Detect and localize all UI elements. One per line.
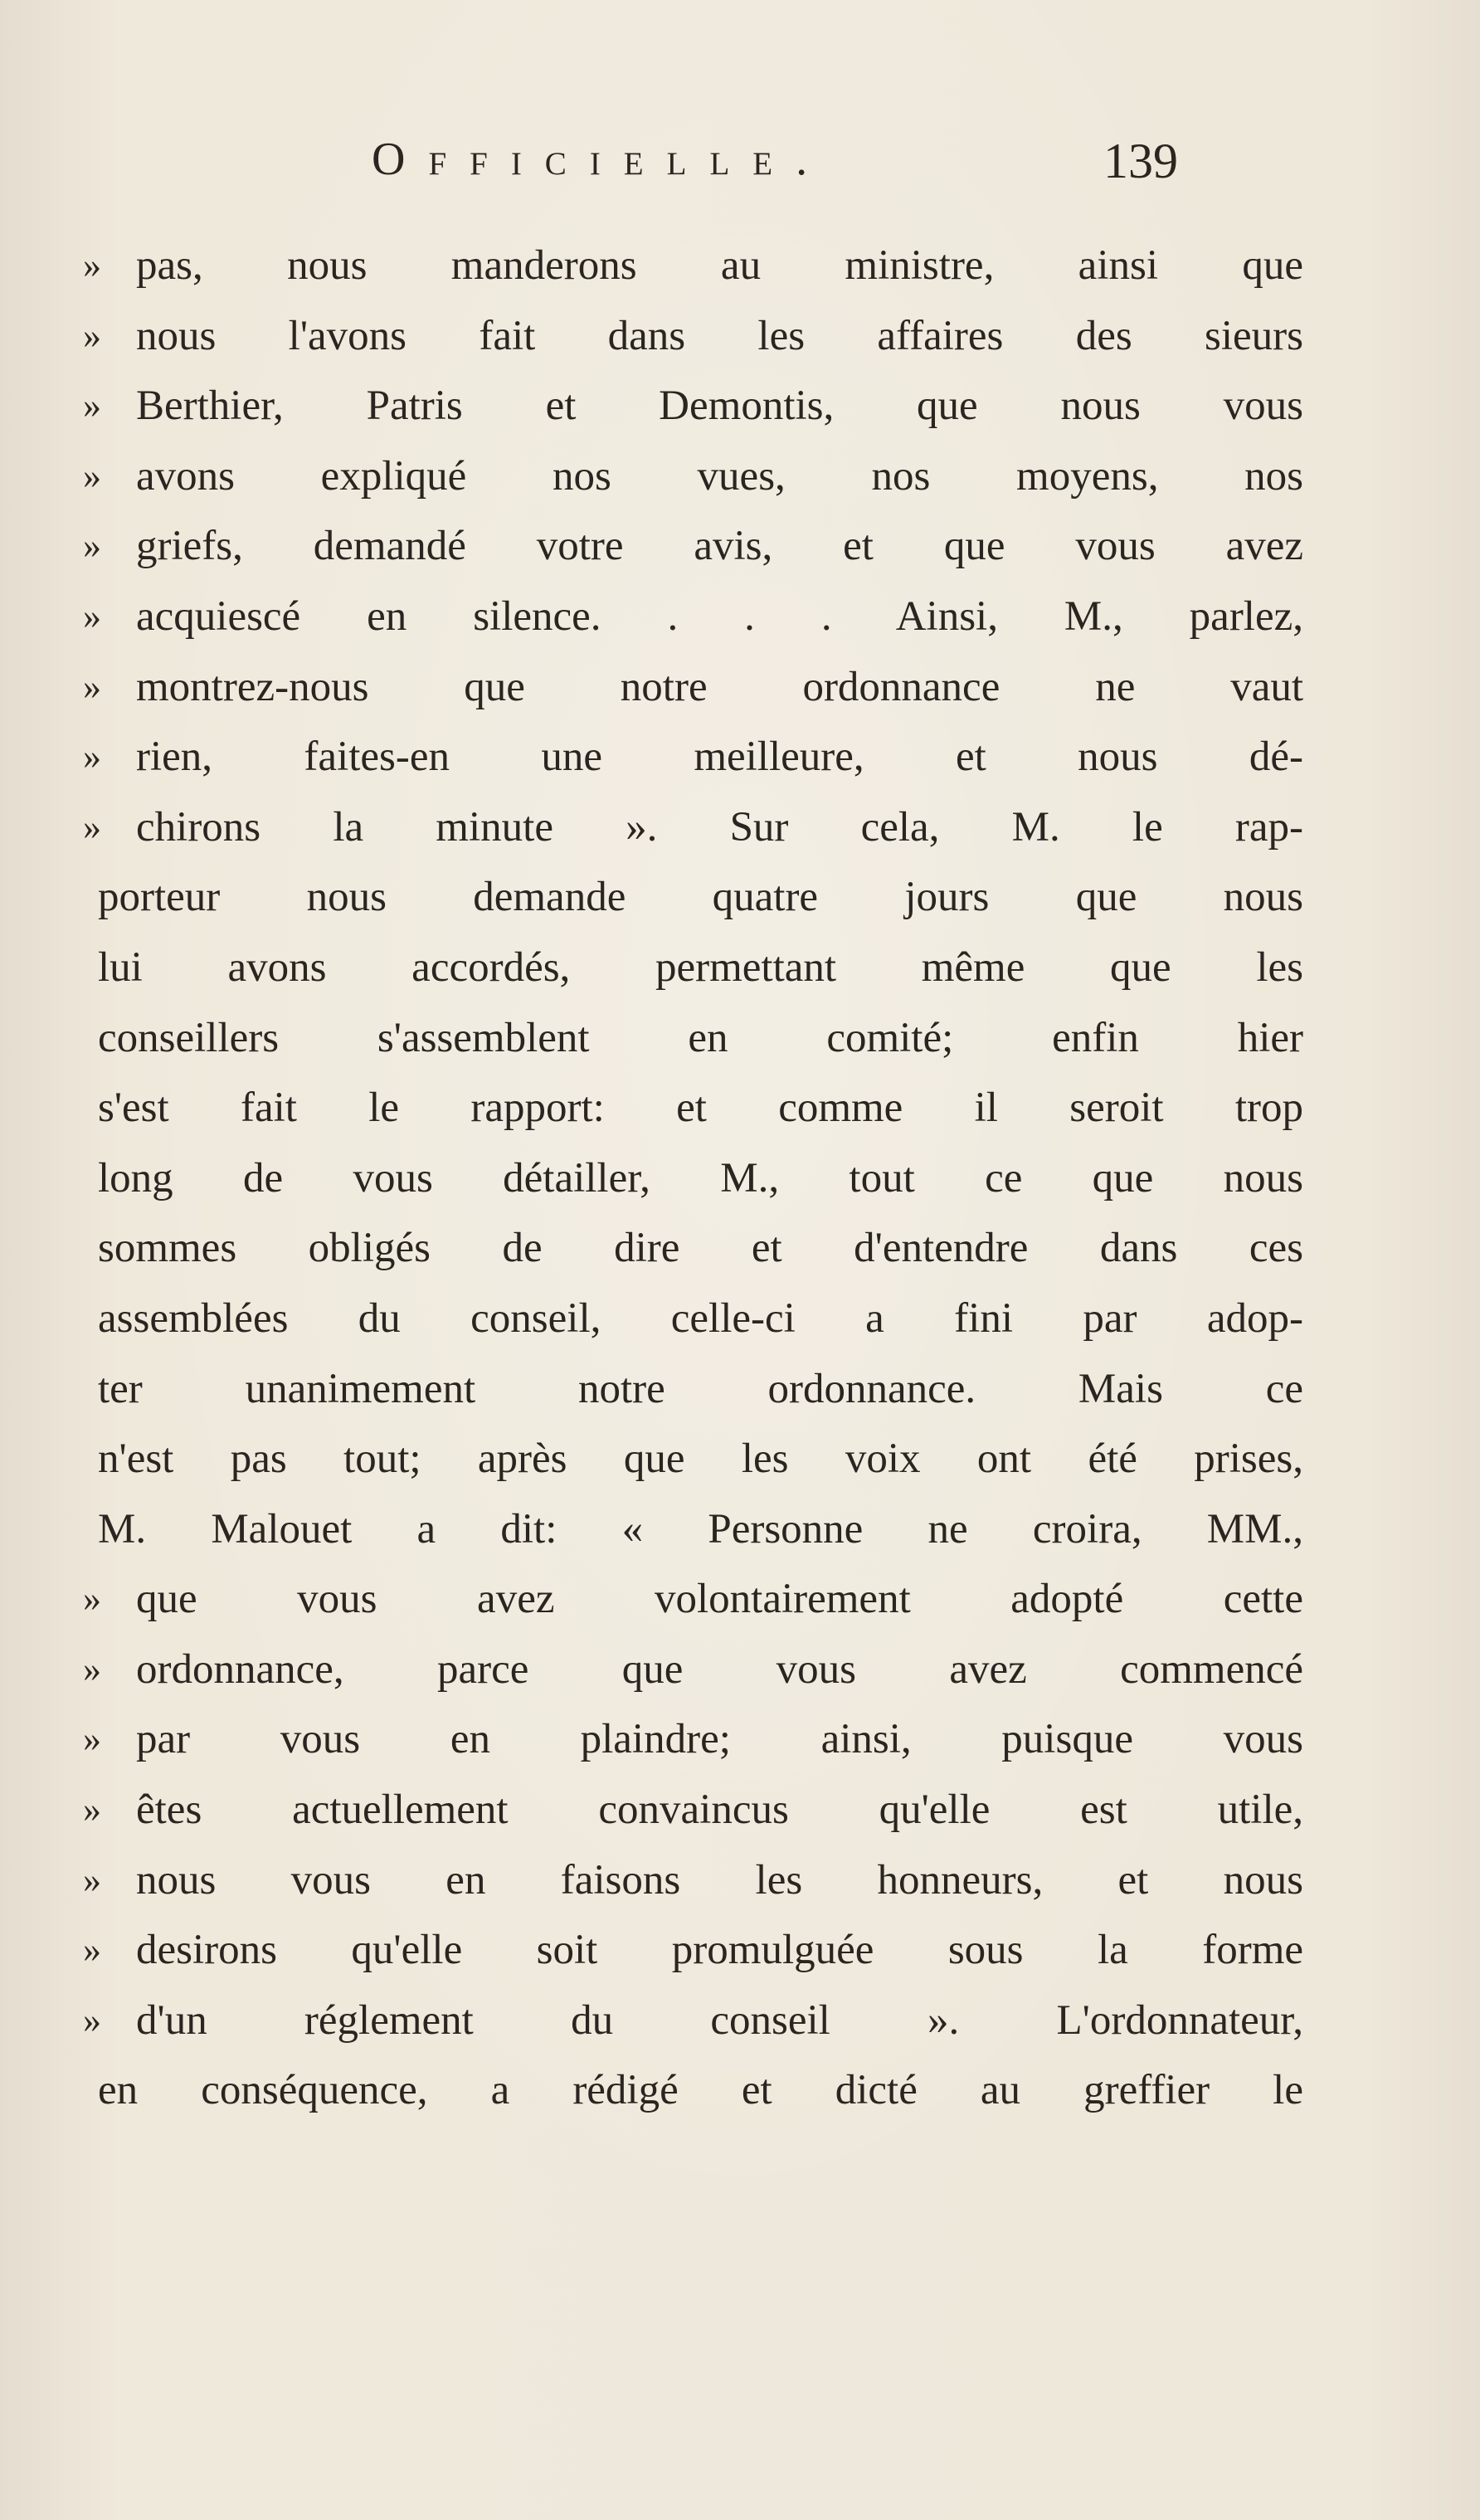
body-text bbox=[83, 231, 1303, 2126]
line-text: n'est pas tout; après que les voix ont été prises, bbox=[98, 1435, 1303, 1483]
line-text: griefs, demandé votre avis, et que vous avez bbox=[136, 523, 1303, 570]
line-text: long de vous détailler, M., tout ce que nous bbox=[98, 1154, 1303, 1202]
quotation-mark: » bbox=[83, 314, 101, 356]
text-line bbox=[83, 1564, 1303, 1635]
line-text: ter unanimement notre ordonnance. Mais ce bbox=[98, 1365, 1303, 1412]
text-line bbox=[83, 792, 1303, 863]
line-text: M. Malouet a dit: « Personne ne croira, MM., bbox=[98, 1505, 1303, 1552]
text-line bbox=[83, 1073, 1303, 1143]
line-text: assemblées du conseil, celle-ci a fini par adop- bbox=[98, 1294, 1303, 1342]
text-line bbox=[83, 1845, 1303, 1916]
quotation-mark: » bbox=[83, 665, 101, 707]
page-number: 139 bbox=[1103, 134, 1178, 188]
quotation-mark: » bbox=[83, 1718, 101, 1760]
quotation-mark: » bbox=[83, 385, 101, 426]
quotation-mark: » bbox=[83, 1789, 101, 1830]
text-line bbox=[83, 1003, 1303, 1074]
text-line bbox=[83, 1424, 1303, 1494]
line-text: avons expliqué nos vues, nos moyens, nos bbox=[136, 452, 1303, 500]
text-line bbox=[83, 1284, 1303, 1354]
text-line bbox=[83, 1986, 1303, 2056]
line-text: nous l'avons fait dans les affaires des sieurs bbox=[136, 312, 1303, 359]
quotation-mark: » bbox=[83, 1578, 101, 1620]
text-line bbox=[83, 1775, 1303, 1845]
text-line bbox=[83, 862, 1303, 933]
quotation-mark: » bbox=[83, 1859, 101, 1900]
quotation-mark: » bbox=[83, 1648, 101, 1689]
line-text: par vous en plaindre; ainsi, puisque vous bbox=[136, 1716, 1303, 1763]
line-text: d'un réglement du conseil ». L'ordonnateur, bbox=[136, 1996, 1303, 2044]
line-text: porteur nous demande quatre jours que nous bbox=[98, 874, 1303, 921]
text-line bbox=[83, 2055, 1303, 2126]
quotation-mark: » bbox=[83, 1999, 101, 2040]
text-line bbox=[83, 231, 1303, 301]
text-line bbox=[83, 933, 1303, 1003]
quotation-mark: » bbox=[83, 806, 101, 847]
line-text: conseillers s'assemblent en comité; enfin hier bbox=[98, 1014, 1303, 1061]
text-line bbox=[83, 441, 1303, 512]
text-line bbox=[83, 511, 1303, 582]
text-line bbox=[83, 371, 1303, 441]
quotation-mark: » bbox=[83, 595, 101, 636]
line-text: que vous avez volontairement adopté cette bbox=[136, 1576, 1303, 1623]
text-line bbox=[83, 582, 1303, 652]
text-line bbox=[83, 1915, 1303, 1986]
quotation-mark: » bbox=[83, 1929, 101, 1971]
line-text: rien, faites-en une meilleure, et nous dé- bbox=[136, 734, 1303, 781]
line-text: sommes obligés de dire et d'entendre dans ces bbox=[98, 1225, 1303, 1272]
line-text: lui avons accordés, permettant même que les bbox=[98, 943, 1303, 991]
line-text: Berthier, Patris et Demontis, que nous vous bbox=[136, 383, 1303, 430]
text-line bbox=[83, 722, 1303, 792]
line-text: êtes actuellement convaincus qu'elle est utile, bbox=[136, 1786, 1303, 1834]
text-line bbox=[83, 1143, 1303, 1214]
text-line bbox=[83, 1354, 1303, 1425]
line-text: chirons la minute ». Sur cela, M. le rap- bbox=[136, 803, 1303, 851]
line-text: desirons qu'elle soit promulguée sous la forme bbox=[136, 1927, 1303, 1974]
quotation-mark: » bbox=[83, 736, 101, 777]
text-line bbox=[83, 1213, 1303, 1284]
quotation-mark: » bbox=[83, 525, 101, 567]
text-line bbox=[83, 1635, 1303, 1705]
text-line bbox=[83, 301, 1303, 372]
text-line bbox=[83, 1704, 1303, 1775]
line-text: pas, nous manderons au ministre, ainsi que bbox=[136, 242, 1303, 289]
line-text: acquiescé en silence. . . . Ainsi, M., parlez, bbox=[136, 592, 1303, 640]
line-text: s'est fait le rapport: et comme il seroit trop bbox=[98, 1085, 1303, 1132]
text-line bbox=[83, 1494, 1303, 1565]
line-text: montrez-nous que notre ordonnance ne vaut bbox=[136, 663, 1303, 710]
page-header bbox=[83, 133, 1244, 207]
line-text: nous vous en faisons les honneurs, et nous bbox=[136, 1856, 1303, 1903]
running-title: Officielle. bbox=[372, 134, 831, 185]
line-text: en conséquence, a rédigé et dicté au greffier le bbox=[98, 2067, 1303, 2114]
line-text: ordonnance, parce que vous avez commencé bbox=[136, 1645, 1303, 1693]
quotation-mark: » bbox=[83, 245, 101, 285]
text-line bbox=[83, 652, 1303, 723]
quotation-mark: » bbox=[83, 455, 101, 496]
